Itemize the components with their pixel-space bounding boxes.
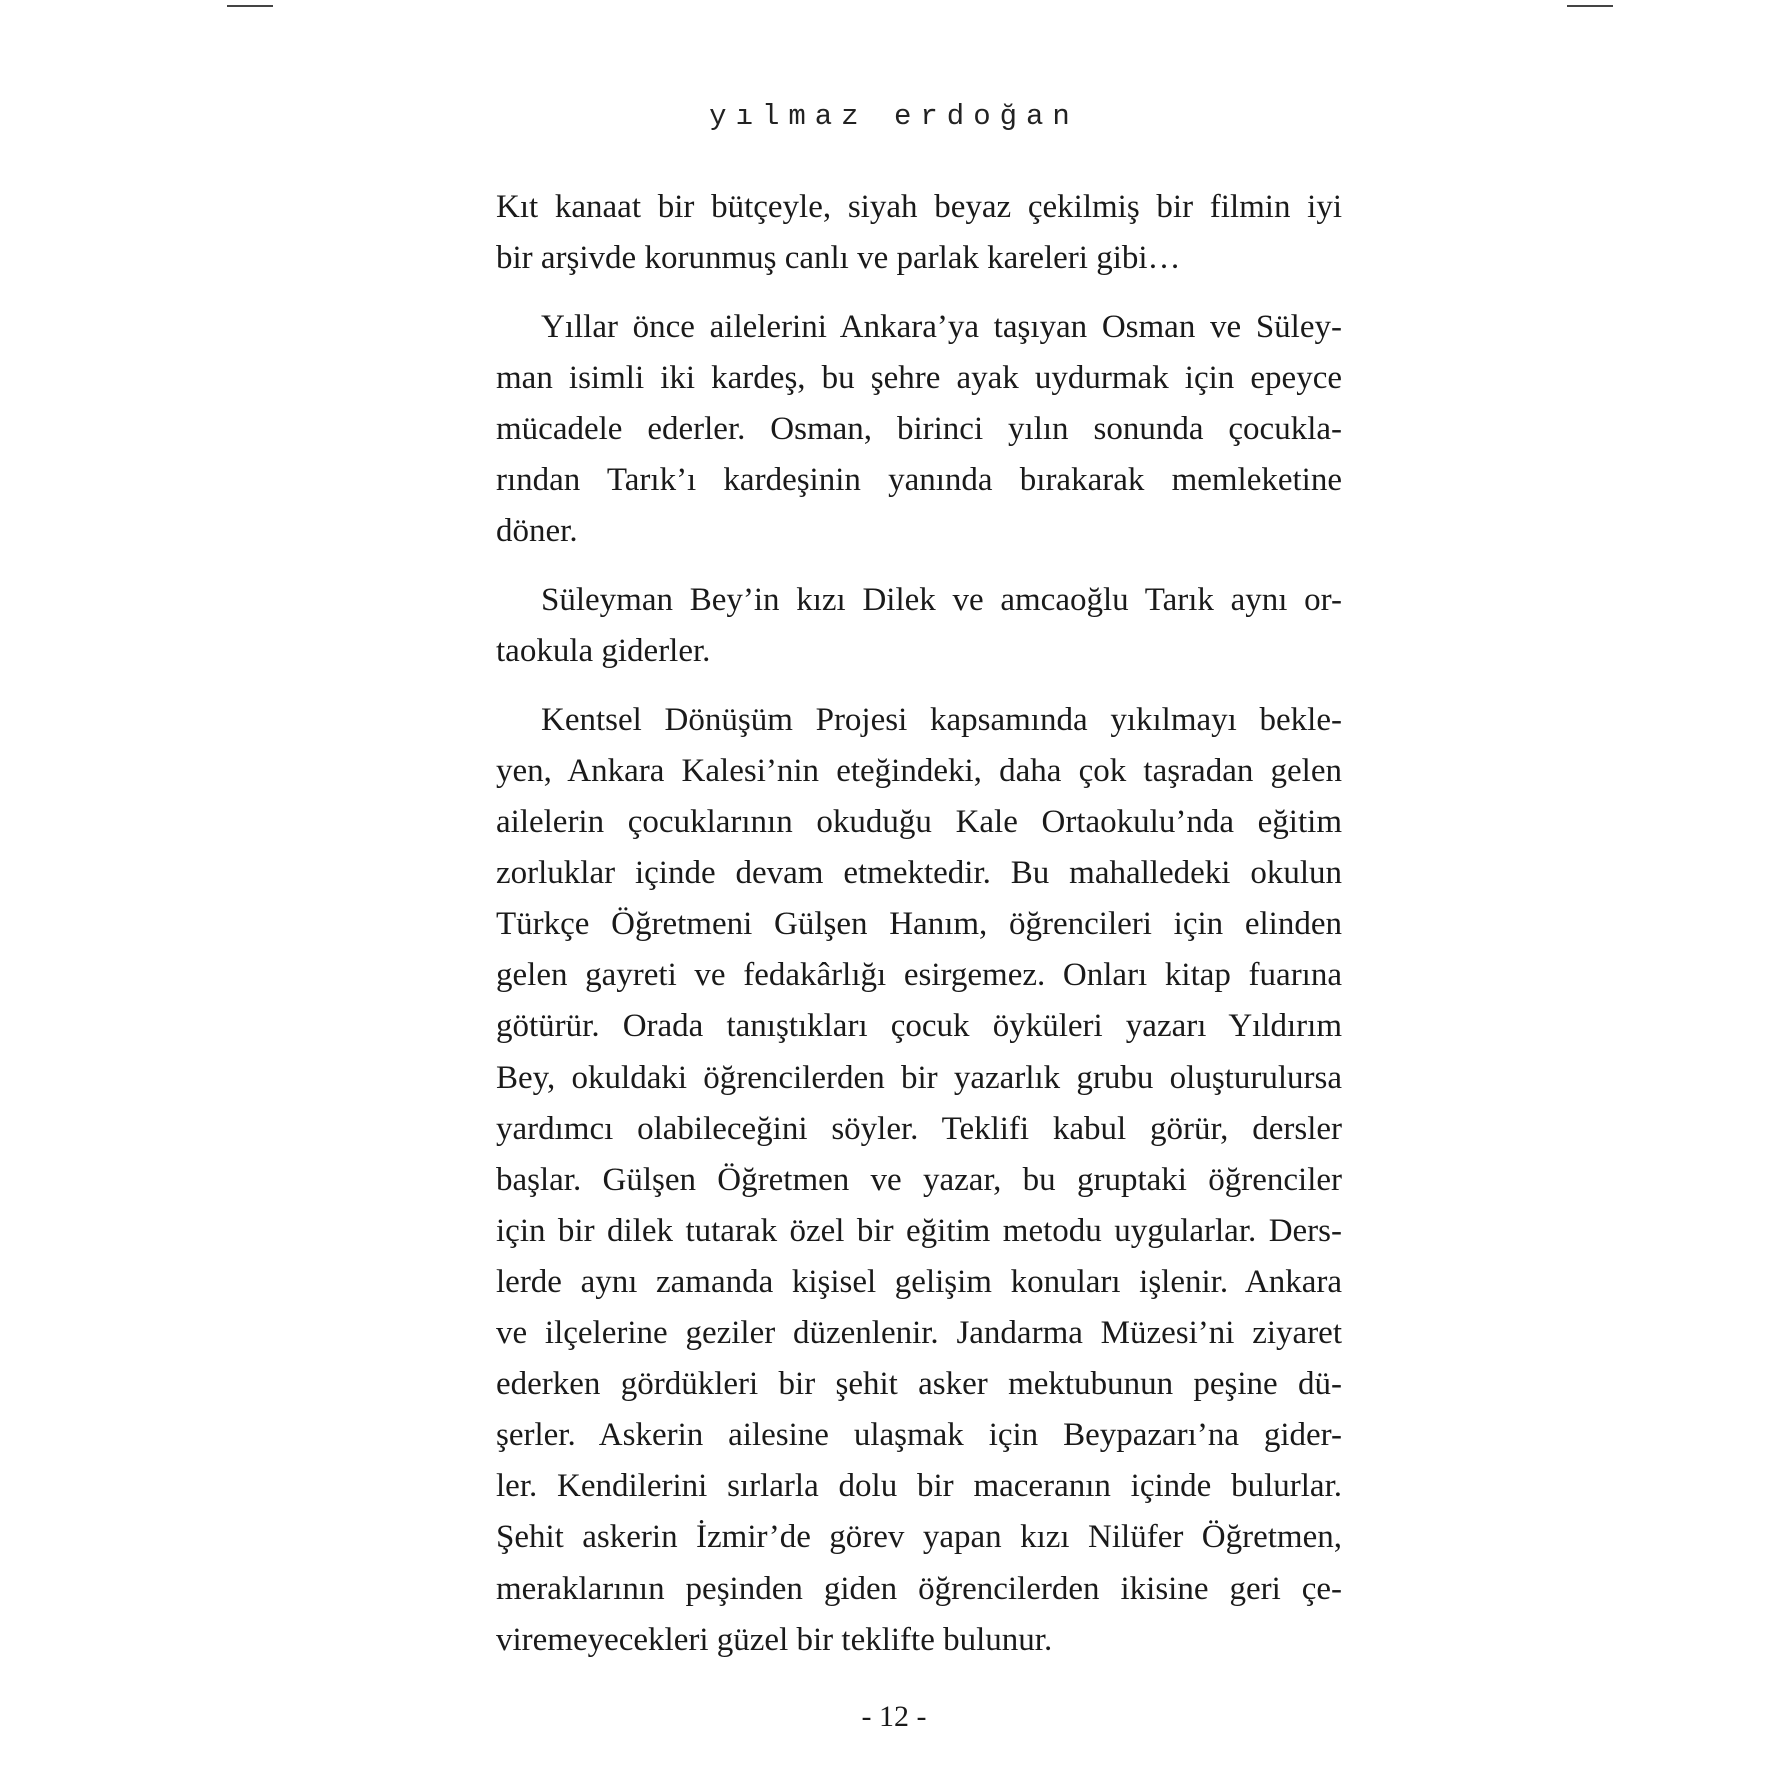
text-line: rından Tarık’ı kardeşinin yanında bırakarak memleketine: [496, 462, 1342, 499]
text-line: döner.: [496, 513, 578, 550]
text-line: Yıllar önce ailelerini Ankara’ya taşıyan Osman ve Süley-: [541, 308, 1342, 345]
text-line: ailelerin çocuklarının okuduğu Kale Ortaokulu’nda eğitim: [496, 804, 1342, 841]
text-line: ler. Kendilerini sırlarla dolu bir maceranın içinde bulurlar.: [496, 1468, 1342, 1505]
text-line: gelen gayreti ve fedakârlığı esirgemez. Onları kitap fuarına: [496, 957, 1342, 994]
text-line: viremeyecekleri güzel bir teklifte bulunur.: [496, 1621, 1053, 1658]
text-line: Süleyman Bey’in kızı Dilek ve amcaoğlu Tarık aynı or-: [541, 582, 1342, 619]
body-text: [496, 182, 1342, 1683]
text-line: lerde aynı zamanda kişisel gelişim konuları işlenir. Ankara: [496, 1263, 1342, 1300]
text-line: man isimli iki kardeş, bu şehre ayak uydurmak için epeyce: [496, 359, 1342, 396]
paragraph: [496, 695, 1342, 1666]
text-line: mücadele ederler. Osman, birinci yılın sonunda çocukla-: [496, 411, 1342, 448]
text-line: bir arşivde korunmuş canlı ve parlak kareleri gibi…: [496, 240, 1181, 277]
text-line: Şehit askerin İzmir’de görev yapan kızı Nilüfer Öğretmen,: [496, 1519, 1342, 1556]
text-line: Türkçe Öğretmeni Gülşen Hanım, öğrencileri için elinden: [496, 906, 1342, 943]
running-head-author: yılmaz erdoğan: [709, 100, 1079, 133]
crop-mark-left: [227, 5, 273, 7]
text-line: Bey, okuldaki öğrencilerden bir yazarlık grubu oluşturulursa: [496, 1059, 1342, 1096]
text-line: şerler. Askerin ailesine ulaşmak için Beypazarı’na gider-: [496, 1417, 1342, 1454]
text-line: yardımcı olabileceğini söyler. Teklifi kabul görür, dersler: [496, 1110, 1342, 1147]
text-line: Kentsel Dönüşüm Projesi kapsamında yıkılmayı bekle-: [541, 701, 1342, 738]
text-line: taokula giderler.: [496, 633, 711, 670]
crop-mark-right: [1567, 5, 1613, 7]
text-line: başlar. Gülşen Öğretmen ve yazar, bu gruptaki öğrenciler: [496, 1161, 1342, 1198]
text-line: zorluklar içinde devam etmektedir. Bu mahalledeki okulun: [496, 855, 1342, 892]
text-line: meraklarının peşinden giden öğrencilerden ikisine geri çe-: [496, 1570, 1342, 1607]
paragraph: [496, 182, 1342, 284]
text-line: ederken gördükleri bir şehit asker mektubunun peşine dü-: [496, 1366, 1342, 1403]
page-number: - 12 -: [861, 1700, 927, 1733]
text-line: Kıt kanaat bir bütçeyle, siyah beyaz çekilmiş bir filmin iyi: [496, 189, 1342, 225]
text-line: için bir dilek tutarak özel bir eğitim metodu uygularlar. Ders-: [496, 1212, 1342, 1249]
text-line: ve ilçelerine geziler düzenlenir. Jandarma Müzesi’ni ziyaret: [496, 1315, 1342, 1352]
paragraph: [496, 575, 1342, 677]
text-line: yen, Ankara Kalesi’nin eteğindeki, daha çok taşradan gelen: [496, 753, 1342, 789]
text-line: götürür. Orada tanıştıkları çocuk öyküleri yazarı Yıldırım: [496, 1008, 1342, 1045]
paragraph: [496, 302, 1342, 557]
